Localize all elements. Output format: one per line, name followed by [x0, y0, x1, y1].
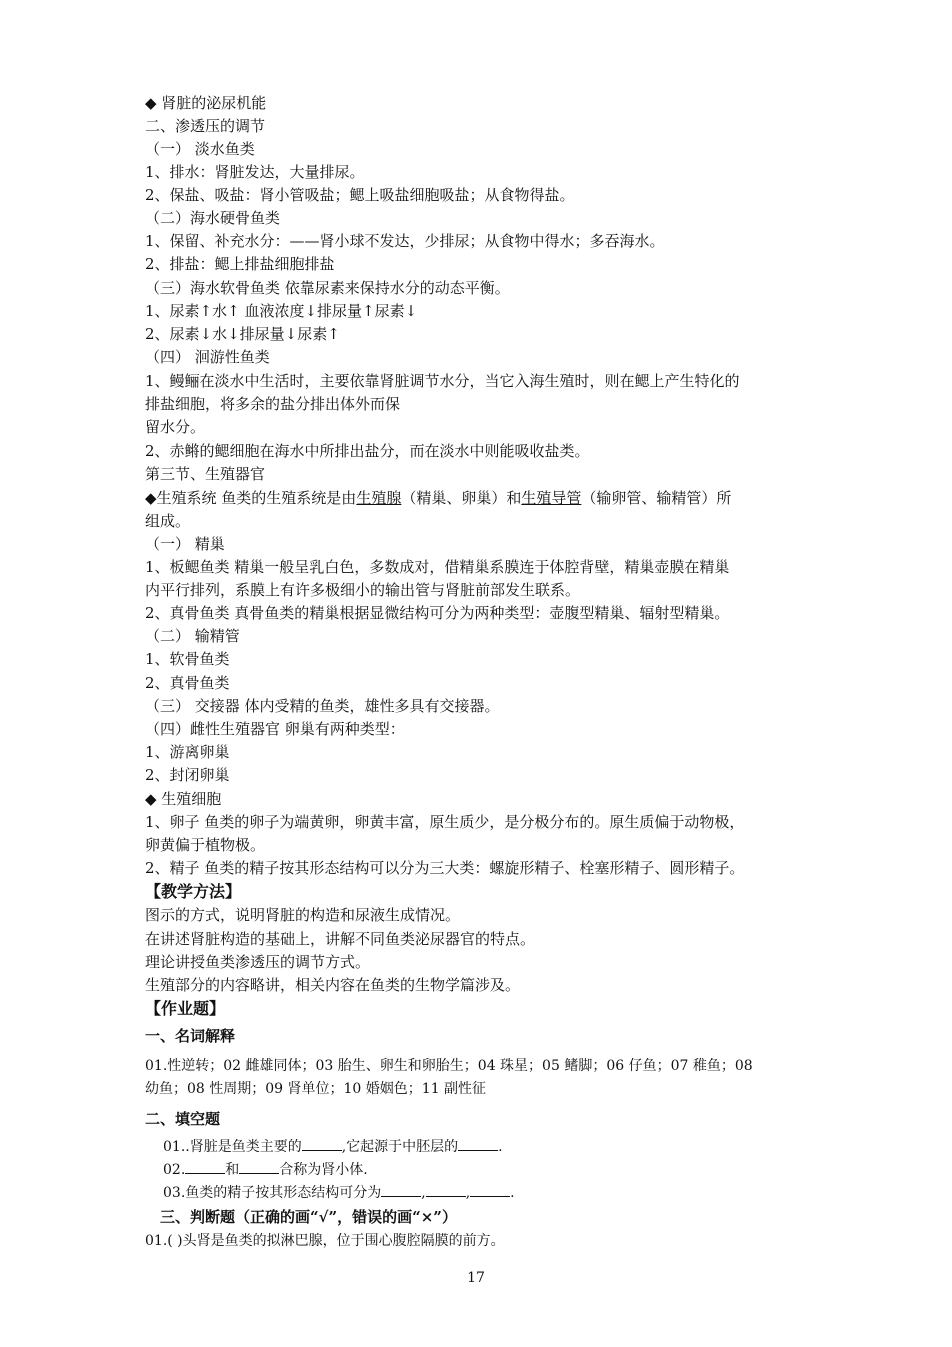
text-span: 01..肾脏是鱼类主要的: [163, 1139, 302, 1155]
text-line: 1、卵子 鱼类的卵子为端黄卵，卵黄丰富，原生质少，是分极分布的。原生质偏于动物极，: [145, 813, 745, 831]
text-line: 1、尿素↑水↑ 血液浓度↓排尿量↑尿素↓: [145, 302, 418, 320]
section-heading: 【作业题】: [145, 999, 226, 1018]
text-line: 1、保留、补充水分：——肾小球不发达，少排尿；从食物中得水；多吞海水。: [145, 232, 665, 250]
text-line: （四）雌性生殖器官 卵巢有两种类型：: [145, 720, 405, 738]
text-line: 幼鱼；08 性周期；09 肾单位；10 婚姻色；11 副性征: [145, 1081, 487, 1097]
text-line: [145, 487, 817, 509]
text-span: ,: [421, 1185, 426, 1201]
text-span: 03.鱼类的精子按其形态结构可分为: [163, 1185, 382, 1201]
text-line: （三） 交接器 体内受精的鱼类，雄性多具有交接器。: [145, 697, 500, 715]
text-line: ◆ 肾脏的泌尿机能: [145, 94, 267, 112]
text-line: 卵黄偏于植物极。: [145, 836, 266, 854]
answer-blank[interactable]: [185, 1159, 225, 1174]
answer-blank[interactable]: [302, 1136, 342, 1151]
text-line: 2、真骨鱼类 真骨鱼类的精巢根据显微结构可分为两种类型：壶腹型精巢、辐射型精巢。: [145, 604, 730, 622]
text-line: （二）海水硬骨鱼类: [145, 209, 281, 227]
text-span: ,: [465, 1185, 471, 1201]
fill-blank-question: [163, 1159, 835, 1181]
answer-blank[interactable]: [458, 1136, 498, 1151]
answer-blank[interactable]: [470, 1182, 510, 1197]
text-line: 生殖部分的内容略讲，相关内容在鱼类的生物学篇涉及。: [145, 976, 521, 994]
text-span: （输卵管、输精管）所: [581, 489, 732, 507]
section-heading: 第三节、生殖器官: [145, 465, 266, 483]
text-span: .: [498, 1139, 503, 1155]
text-span: .: [510, 1185, 515, 1201]
section-heading: 【教学方法】: [145, 882, 242, 901]
text-line: 01.性逆转；02 雌雄同体；03 胎生、卵生和卵胎生；04 珠星；05 鳍脚；06 仔鱼；07 稚鱼；08: [145, 1058, 753, 1074]
subsection-heading: 二、填空题: [145, 1110, 221, 1128]
text-span: ◆生殖系统 鱼类的生殖系统是由: [145, 489, 357, 507]
text-line: 1、板鳃鱼类 精巢一般呈乳白色，多数成对，借精巢系膜连于体腔背壁，精巢壶膜在精巢: [145, 558, 730, 576]
text-line: 2、赤鳉的鳃细胞在海水中所排出盐分，而在淡水中则能吸收盐类。: [145, 442, 590, 460]
underlined-term: 生殖导管: [521, 489, 582, 507]
text-line: （一） 淡水鱼类: [145, 140, 255, 158]
subsection-heading: 一、名词解释: [145, 1027, 236, 1045]
text-line: 2、尿素↓水↓排尿量↓尿素↑: [145, 325, 340, 343]
text-line: 2、精子 鱼类的精子按其形态结构可以分为三大类：螺旋形精子、栓塞形精子、圆形精子。: [145, 859, 745, 877]
text-line: 1、游离卵巢: [145, 743, 230, 761]
text-line: 1、排水：肾脏发达，大量排尿。: [145, 163, 365, 181]
text-line: 2、排盐：鳃上排盐细胞排盐: [145, 255, 335, 273]
section-heading: 二、渗透压的调节: [145, 117, 266, 135]
text-line: 01.( )头肾是鱼类的拟淋巴腺，位于围心腹腔隔膜的前方。: [145, 1233, 505, 1249]
text-line: （三）海水软骨鱼类 依靠尿素来保持水分的动态平衡。: [145, 279, 510, 297]
fill-blank-question: [163, 1136, 835, 1158]
text-span: 02.: [163, 1162, 186, 1178]
underlined-term: 生殖腺: [356, 489, 402, 507]
text-line: 内平行排列，系膜上有许多极细小的输出管与肾脏前部发生联系。: [145, 581, 581, 599]
page-number: 17: [467, 1270, 485, 1286]
text-line: 留水分。: [145, 418, 206, 436]
answer-blank[interactable]: [381, 1182, 421, 1197]
answer-blank[interactable]: [426, 1182, 466, 1197]
text-span: 和: [225, 1162, 240, 1178]
text-line: （一） 精巢: [145, 535, 225, 553]
text-line: 2、保盐、吸盐：肾小管吸盐；鳃上吸盐细胞吸盐；从食物得盐。: [145, 186, 575, 204]
text-line: 在讲述肾脏构造的基础上，讲解不同鱼类泌尿器官的特点。: [145, 930, 536, 948]
text-line: （二） 输精管: [145, 627, 240, 645]
text-line: 组成。: [145, 512, 191, 530]
text-span: ,它起源于中胚层的: [341, 1139, 459, 1155]
text-span: （精巢、卵巢）和: [401, 489, 522, 507]
text-line: （四） 洄游性鱼类: [145, 348, 270, 366]
text-line: 1、鳗鲡在淡水中生活时，主要依靠肾脏调节水分，当它入海生殖时，则在鳃上产生特化的: [145, 372, 740, 390]
text-line: ◆ 生殖细胞: [145, 790, 222, 808]
text-line: 1、软骨鱼类: [145, 650, 230, 668]
answer-blank[interactable]: [239, 1159, 279, 1174]
text-line: 排盐细胞，将多余的盐分排出体外而保: [145, 395, 401, 413]
text-line: 理论讲授鱼类渗透压的调节方式。: [145, 953, 371, 971]
text-line: 2、封闭卵巢: [145, 766, 230, 784]
text-line: 2、真骨鱼类: [145, 674, 230, 692]
text-line: 图示的方式，说明肾脏的构造和尿液生成情况。: [145, 906, 461, 924]
subsection-heading: 三、判断题（正确的画“√”，错误的画“×”）: [160, 1208, 457, 1226]
fill-blank-question: [163, 1182, 835, 1204]
text-span: 合称为肾小体.: [279, 1162, 368, 1178]
